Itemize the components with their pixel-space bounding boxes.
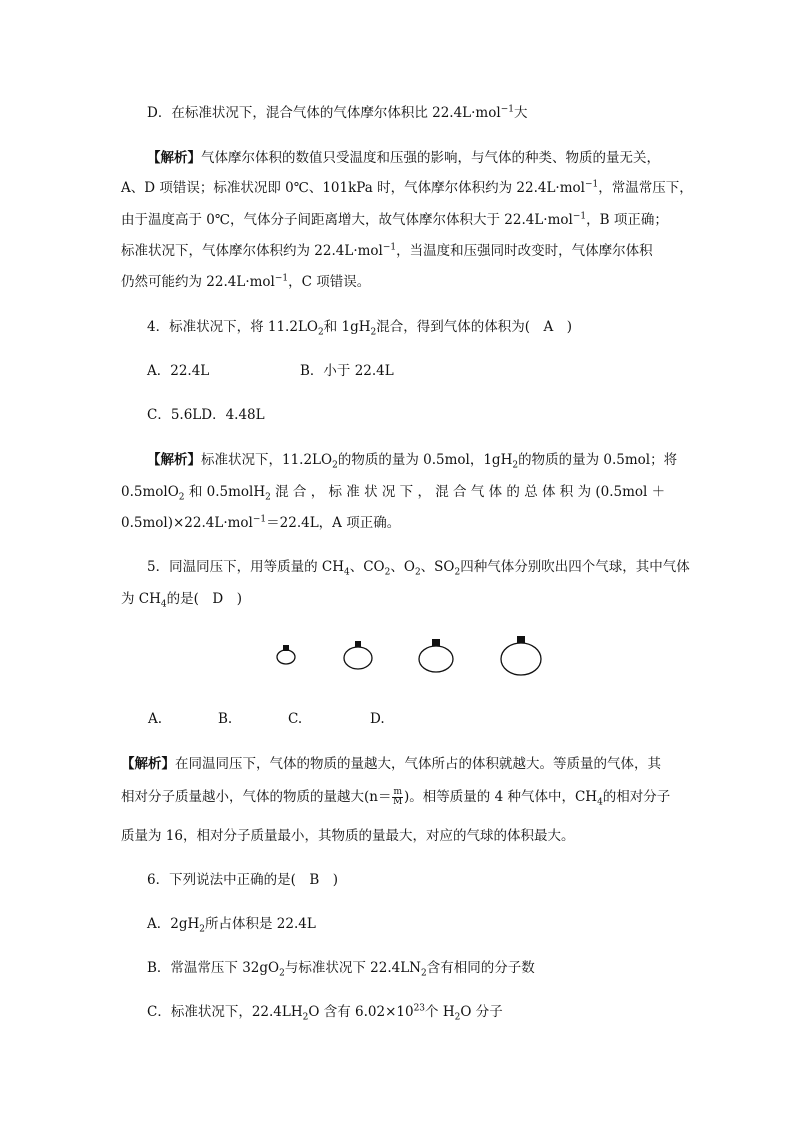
balloon-a-knot	[283, 645, 289, 651]
question6-option-b: B．常温常压下 $32gO_2$与标准状况下 $22.4LN_2$含有相同的分子数	[147, 960, 535, 979]
analysis3-line2: A、D 项错误；标准状况即 0℃、101kPa 时，气体摩尔体积约为 22.4L·mol$^{-1}$，常温常压下，	[121, 179, 693, 196]
question4-option-cd: C．5.6LD．4.48L	[147, 407, 265, 423]
question5-option-b: B.	[218, 711, 233, 727]
balloon-c	[419, 646, 453, 672]
analysis5-line2: 相对分子质量越小，气体的物质的量越大(n＝ $\frac{m}{M}$ )。相等质量的 4 种气体中，$CH_4$的相对分子	[121, 787, 671, 808]
question5-option-d: D.	[370, 711, 385, 727]
analysis3-line3: 由于温度高于 0℃，气体分子间距离增大，故气体摩尔体积大于 22.4L·mol$^{-1}$，B 项正确；	[121, 211, 668, 228]
question6-option-a: A．$2gH_2$所占体积是 22.4L	[147, 916, 316, 935]
balloon-c-knot	[432, 639, 440, 646]
question5-stem-line2: 为 $CH_4$的是( D )	[121, 591, 242, 610]
question4-option-a: A．22.4L	[147, 363, 210, 379]
question5-stem-line1: 5．同温同压下，用等质量的 $CH_4$、$CO_2$、$O_2$、$SO_2$四种气体分别吹出四个气球，其中气体	[147, 559, 690, 578]
balloon-b	[344, 647, 372, 669]
analysis-tag: 【解析】	[121, 756, 175, 772]
analysis4-line1: 【解析】标准状况下，$11.2LO_2$的物质的量为 0.5mol，$1gH_2$的物质的量为 0.5mol；将	[147, 452, 678, 471]
analysis3-line1: 【解析】气体摩尔体积的数值只受温度和压强的影响，与气体的种类、物质的量无关，	[147, 150, 660, 166]
question5-option-c: C.	[288, 711, 303, 727]
analysis4-line2: 0.5molO$_2$ 和 0.5molH$_2$ 混 合 ， 标 准 状 况 下 ， 混 合 气 体 的 总 体 积 为 (0.5mol ＋	[121, 484, 666, 503]
question3-option-d: D．在标准状况下，混合气体的气体摩尔体积比 22.4L·mol$^{-1}$大	[147, 104, 528, 121]
question4-option-b: B．小于 22.4L	[300, 363, 394, 379]
analysis5-line1: 【解析】在同温同压下，气体的物质的量越大，气体所占的体积就越大。等质量的气体，其	[121, 756, 661, 772]
balloon-b-knot	[355, 641, 361, 647]
analysis3-line4: 标准状况下，气体摩尔体积约为 22.4L·mol$^{-1}$，当温度和压强同时改变时，气体摩尔体积	[121, 242, 653, 259]
analysis4-line3: 0.5mol)×22.4L·mol$^{-1}$＝22.4L，A 项正确。	[121, 514, 401, 531]
balloon-d-knot	[517, 636, 525, 643]
analysis-tag: 【解析】	[147, 452, 201, 468]
fraction-m-over-M: $\frac{m}{M}$	[393, 787, 403, 807]
balloon-a	[277, 650, 295, 664]
question6-stem: 6．下列说法中正确的是( B )	[147, 872, 339, 888]
analysis-tag: 【解析】	[147, 150, 201, 166]
question6-option-c: C．标准状况下，$22.4LH_2O$ 含有 $6.02\times 10^{23}$个 $H_2O$ 分子	[147, 1003, 503, 1023]
question5-option-a: A.	[148, 711, 163, 727]
balloon-figure	[0, 630, 794, 680]
analysis3-line5: 仍然可能约为 22.4L·mol$^{-1}$，C 项错误。	[121, 273, 371, 290]
question4-stem: 4．标准状况下，将 $11.2LO_2$和 $1gH_2$混合，得到气体的体积为( A )	[147, 319, 573, 338]
balloon-d	[501, 643, 541, 675]
analysis5-line3: 质量为 16，相对分子质量最小，其物质的量最大，对应的气球的体积最大。	[121, 828, 575, 844]
